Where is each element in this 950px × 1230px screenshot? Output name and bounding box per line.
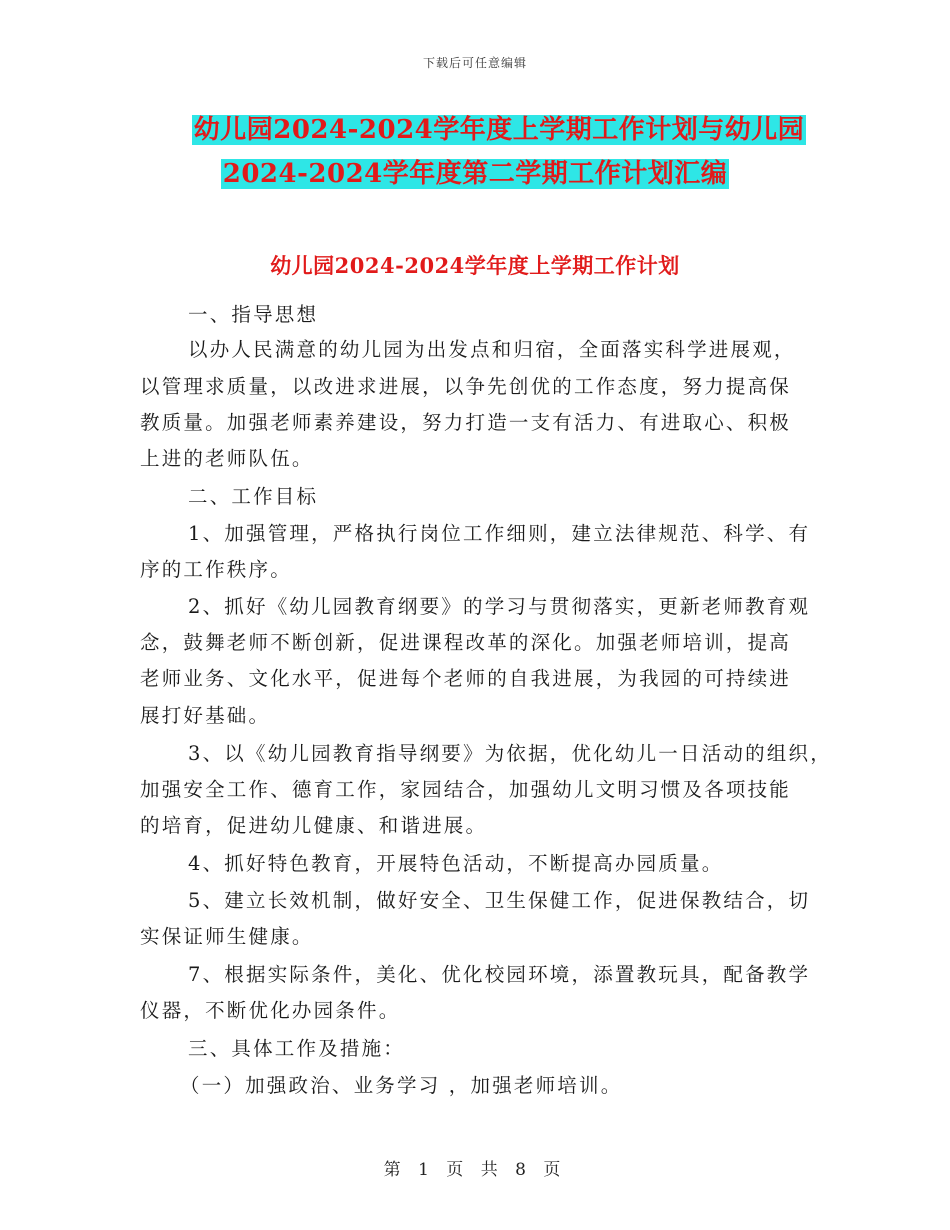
paragraph-line: 教质量。加强老师素养建设，努力打造一支有活力、有进取心、积极 [140, 411, 792, 434]
title-text-1: 幼儿园2024-2024学年度上学期工作计划与幼儿园 [193, 115, 805, 145]
paragraph-line: 实保证师生健康。 [140, 925, 314, 948]
heading-specific-measures: 三、具体工作及措施： [188, 1037, 406, 1060]
section-title: 幼儿园2024-2024学年度上学期工作计划 [270, 253, 680, 278]
title-text-2: 2024-2024学年度第二学期工作计划汇编 [222, 159, 728, 189]
paragraph-line: 加强安全工作、德育工作，家园结合，加强幼儿文明习惯及各项技能 [140, 778, 792, 801]
paragraph-line: 3、以《幼儿园教育指导纲要》为依据，优化幼儿一日活动的组织， [188, 742, 832, 765]
document-title-line-1 [24, 113, 950, 147]
paragraph-line: 以管理求质量，以改进求进展，以争先创优的工作态度，努力提高保 [140, 375, 792, 398]
paragraph-line: 的培育，促进幼儿健康、和谐进展。 [140, 814, 488, 837]
paragraph-line: 上进的老师队伍。 [140, 447, 314, 470]
heading-guiding-idea: 一、指导思想 [188, 303, 319, 326]
heading-work-goals: 二、工作目标 [188, 485, 319, 508]
paragraph-line: 2、抓好《幼儿园教育纲要》的学习与贯彻落实，更新老师教育观 [188, 595, 811, 618]
paragraph-line: 5、建立长效机制，做好安全、卫生保健工作，促进保教结合，切 [188, 889, 811, 912]
paragraph-line: 展打好基础。 [140, 704, 271, 727]
paragraph-line: 念，鼓舞老师不断创新，促进课程改革的深化。加强老师培训，提高 [140, 631, 792, 654]
paragraph-line: 4、抓好特色教育，开展特色活动，不断提高办园质量。 [188, 852, 724, 875]
paragraph-line: 7、根据实际条件，美化、优化校园环境，添置教玩具，配备教学 [188, 963, 811, 986]
paragraph-line: 仪器，不断优化办园条件。 [140, 999, 401, 1022]
paragraph-line: 以办人民满意的幼儿园为出发点和归宿，全面落实科学进展观， [188, 338, 796, 361]
document-title-line-2 [0, 157, 950, 191]
paragraph-line: 序的工作秩序。 [140, 558, 292, 581]
page-number-footer: 第 1 页 共 8 页 [383, 1160, 567, 1180]
subheading-training: （一）加强政治、业务学习 ，加强老师培训。 [180, 1074, 623, 1097]
header-note: 下载后可任意编辑 [422, 56, 527, 70]
paragraph-line: 老师业务、文化水平，促进每个老师的自我进展，为我园的可持续进 [140, 667, 792, 690]
paragraph-line: 1、加强管理，严格执行岗位工作细则，建立法律规范、科学、有 [188, 522, 811, 545]
